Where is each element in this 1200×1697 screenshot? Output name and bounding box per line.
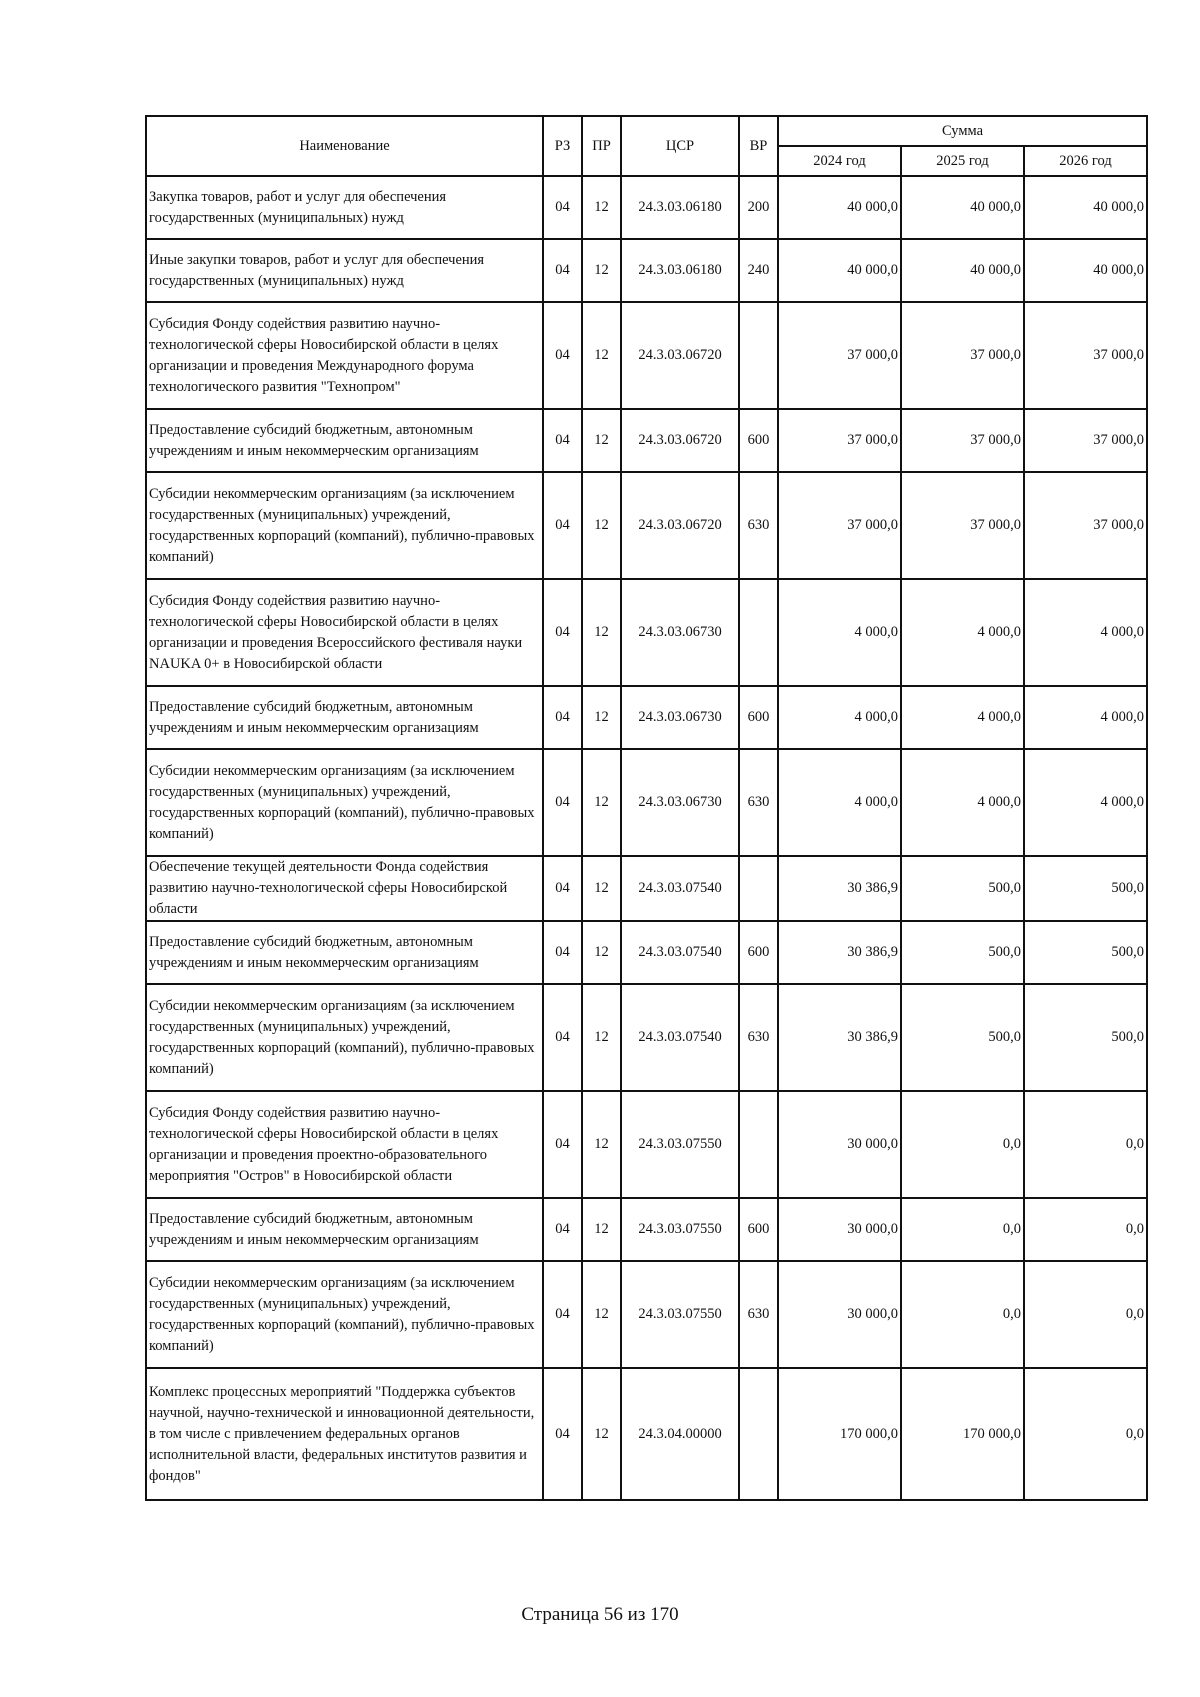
cell-name: Субсидия Фонду содействия развитию научно-технологической сферы Новосибирской области в целях организации и проведения Всероссийского фестиваля науки NAUKA 0+ в Новосибирской области [146,579,543,686]
page-number: Страница 56 из 170 [521,1604,679,1625]
cell-name: Субсидии некоммерческим организациям (за исключением государственных (муниципальных) учреждений, государственных корпораций (компаний), публично-правовых компаний) [146,984,543,1091]
cell-name: Закупка товаров, работ и услуг для обеспечения государственных (муниципальных) нужд [146,176,543,239]
cell-name: Обеспечение текущей деятельности Фонда содействия развитию научно-технологической сферы Новосибирской области [146,856,543,921]
cell-amount-2024: 40 000,0 [778,239,901,302]
cell-name: Субсидии некоммерческим организациям (за исключением государственных (муниципальных) учреждений, государственных корпораций (компаний), публично-правовых компаний) [146,749,543,856]
cell-amount-2024: 30 386,9 [778,856,901,921]
cell-pr: 12 [582,1368,621,1500]
cell-amount-2024: 30 000,0 [778,1091,901,1198]
header-name: Наименование [146,116,543,176]
table-row [146,856,1147,921]
table-row [146,686,1147,749]
cell-amount-2025: 500,0 [901,921,1024,984]
cell-csr: 24.3.03.06180 [621,239,739,302]
cell-amount-2026: 4 000,0 [1024,579,1147,686]
cell-rz: 04 [543,302,582,409]
cell-amount-2024: 4 000,0 [778,686,901,749]
cell-pr: 12 [582,176,621,239]
cell-rz: 04 [543,984,582,1091]
cell-rz: 04 [543,1198,582,1261]
cell-amount-2024: 30 000,0 [778,1261,901,1368]
cell-pr: 12 [582,579,621,686]
cell-vr [739,302,778,409]
cell-name: Предоставление субсидий бюджетным, автономным учреждениям и иным некоммерческим организациям [146,921,543,984]
cell-pr: 12 [582,1198,621,1261]
cell-amount-2024: 30 000,0 [778,1198,901,1261]
cell-amount-2026: 37 000,0 [1024,472,1147,579]
cell-amount-2024: 37 000,0 [778,302,901,409]
cell-amount-2024: 37 000,0 [778,472,901,579]
cell-vr: 200 [739,176,778,239]
cell-pr: 12 [582,749,621,856]
table-row [146,1091,1147,1198]
cell-amount-2026: 0,0 [1024,1368,1147,1500]
cell-vr: 630 [739,1261,778,1368]
cell-amount-2024: 30 386,9 [778,984,901,1091]
table-row [146,239,1147,302]
cell-amount-2026: 4 000,0 [1024,749,1147,856]
cell-amount-2026: 0,0 [1024,1198,1147,1261]
cell-vr: 600 [739,921,778,984]
cell-amount-2025: 40 000,0 [901,176,1024,239]
cell-name: Иные закупки товаров, работ и услуг для обеспечения государственных (муниципальных) нужд [146,239,543,302]
header-year-2024: 2024 год [778,146,901,176]
cell-amount-2024: 4 000,0 [778,749,901,856]
cell-name: Предоставление субсидий бюджетным, автономным учреждениям и иным некоммерческим организациям [146,686,543,749]
cell-pr: 12 [582,409,621,472]
cell-name: Субсидия Фонду содействия развитию научно-технологической сферы Новосибирской области в целях организации и проведения Международного форума технологического развития "Технопром" [146,302,543,409]
cell-vr [739,1091,778,1198]
cell-amount-2024: 37 000,0 [778,409,901,472]
table-row [146,302,1147,409]
cell-csr: 24.3.03.07550 [621,1091,739,1198]
cell-rz: 04 [543,1261,582,1368]
table-row [146,409,1147,472]
cell-rz: 04 [543,686,582,749]
cell-vr [739,579,778,686]
cell-rz: 04 [543,176,582,239]
cell-amount-2026: 4 000,0 [1024,686,1147,749]
header-year-2026: 2026 год [1024,146,1147,176]
cell-amount-2026: 0,0 [1024,1091,1147,1198]
table-row [146,579,1147,686]
cell-amount-2026: 0,0 [1024,1261,1147,1368]
cell-vr: 630 [739,749,778,856]
cell-csr: 24.3.03.06720 [621,472,739,579]
header-csr: ЦСР [621,116,739,176]
cell-pr: 12 [582,686,621,749]
cell-csr: 24.3.03.07540 [621,984,739,1091]
cell-name: Предоставление субсидий бюджетным, автономным учреждениям и иным некоммерческим организациям [146,1198,543,1261]
cell-amount-2026: 500,0 [1024,856,1147,921]
table-row [146,472,1147,579]
table-row [146,1368,1147,1500]
header-year-2025: 2025 год [901,146,1024,176]
cell-vr: 600 [739,409,778,472]
cell-csr: 24.3.03.06180 [621,176,739,239]
cell-rz: 04 [543,409,582,472]
cell-amount-2025: 4 000,0 [901,749,1024,856]
table-row [146,921,1147,984]
cell-vr: 600 [739,686,778,749]
cell-csr: 24.3.03.07550 [621,1198,739,1261]
cell-rz: 04 [543,1368,582,1500]
cell-vr: 630 [739,472,778,579]
cell-amount-2024: 170 000,0 [778,1368,901,1500]
cell-amount-2026: 40 000,0 [1024,239,1147,302]
cell-amount-2026: 500,0 [1024,984,1147,1091]
cell-amount-2025: 40 000,0 [901,239,1024,302]
cell-amount-2025: 0,0 [901,1261,1024,1368]
header-pr: ПР [582,116,621,176]
cell-amount-2026: 37 000,0 [1024,302,1147,409]
table-row [146,749,1147,856]
table-row [146,1198,1147,1261]
cell-rz: 04 [543,472,582,579]
cell-name: Предоставление субсидий бюджетным, автономным учреждениям и иным некоммерческим организациям [146,409,543,472]
cell-csr: 24.3.03.06730 [621,749,739,856]
table-row [146,176,1147,239]
cell-pr: 12 [582,472,621,579]
cell-rz: 04 [543,579,582,686]
cell-csr: 24.3.03.06720 [621,409,739,472]
cell-vr [739,856,778,921]
cell-pr: 12 [582,856,621,921]
cell-amount-2025: 170 000,0 [901,1368,1024,1500]
cell-vr [739,1368,778,1500]
header-vr: ВР [739,116,778,176]
cell-vr: 240 [739,239,778,302]
cell-vr: 630 [739,984,778,1091]
cell-rz: 04 [543,856,582,921]
cell-amount-2025: 0,0 [901,1198,1024,1261]
table-body [146,176,1147,1500]
cell-amount-2025: 0,0 [901,1091,1024,1198]
cell-amount-2026: 37 000,0 [1024,409,1147,472]
cell-amount-2025: 37 000,0 [901,472,1024,579]
cell-rz: 04 [543,239,582,302]
cell-csr: 24.3.03.06720 [621,302,739,409]
cell-amount-2025: 500,0 [901,856,1024,921]
cell-amount-2024: 4 000,0 [778,579,901,686]
cell-pr: 12 [582,1091,621,1198]
cell-amount-2026: 40 000,0 [1024,176,1147,239]
cell-name: Субсидии некоммерческим организациям (за исключением государственных (муниципальных) учреждений, государственных корпораций (компаний), публично-правовых компаний) [146,1261,543,1368]
cell-pr: 12 [582,921,621,984]
cell-amount-2025: 37 000,0 [901,409,1024,472]
cell-csr: 24.3.03.07550 [621,1261,739,1368]
table-row [146,984,1147,1091]
cell-csr: 24.3.03.06730 [621,686,739,749]
cell-pr: 12 [582,1261,621,1368]
cell-pr: 12 [582,984,621,1091]
cell-rz: 04 [543,749,582,856]
cell-csr: 24.3.03.07540 [621,921,739,984]
cell-rz: 04 [543,1091,582,1198]
cell-amount-2025: 4 000,0 [901,686,1024,749]
cell-name: Субсидия Фонду содействия развитию научно-технологической сферы Новосибирской области в целях организации и проведения проектно-образовательного мероприятия "Остров" в Новосибирской области [146,1091,543,1198]
cell-csr: 24.3.04.00000 [621,1368,739,1500]
cell-pr: 12 [582,302,621,409]
cell-pr: 12 [582,239,621,302]
cell-rz: 04 [543,921,582,984]
cell-amount-2026: 500,0 [1024,921,1147,984]
cell-vr: 600 [739,1198,778,1261]
cell-amount-2025: 500,0 [901,984,1024,1091]
header-sum: Сумма [778,116,1147,146]
table-row [146,1261,1147,1368]
header-rz: РЗ [543,116,582,176]
cell-csr: 24.3.03.06730 [621,579,739,686]
cell-name: Комплекс процессных мероприятий "Поддержка субъектов научной, научно-технической и инновационной деятельности, в том числе с привлечением федеральных органов исполнительной власти, федеральных институтов развития и фондов" [146,1368,543,1500]
cell-name: Субсидии некоммерческим организациям (за исключением государственных (муниципальных) учреждений, государственных корпораций (компаний), публично-правовых компаний) [146,472,543,579]
cell-csr: 24.3.03.07540 [621,856,739,921]
budget-table [145,115,1148,1501]
cell-amount-2025: 37 000,0 [901,302,1024,409]
cell-amount-2024: 30 386,9 [778,921,901,984]
cell-amount-2024: 40 000,0 [778,176,901,239]
cell-amount-2025: 4 000,0 [901,579,1024,686]
